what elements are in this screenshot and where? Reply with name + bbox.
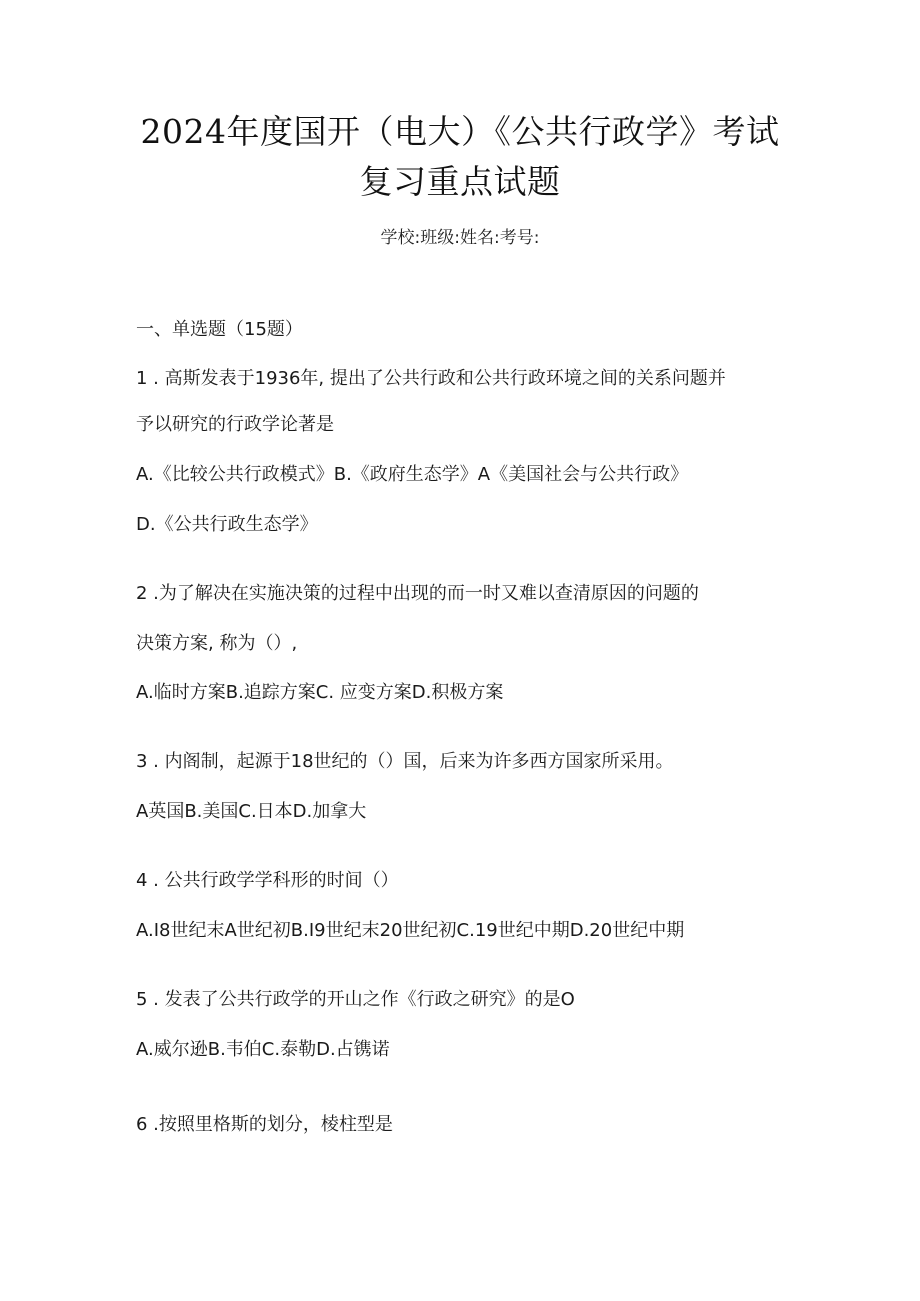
- document-title-line-2: 复习重点试题: [359, 162, 561, 201]
- document-title-line-1: 2024年度国开（电大）《公共行政学》考试: [140, 112, 780, 151]
- question-4-stem: 4 . 公共行政学学科形的时间（）: [136, 870, 399, 891]
- question-1-stem-line-1: 1 . 高斯发表于1936年, 提出了公共行政和公共行政环境之间的关系问题并: [136, 368, 726, 389]
- question-4-options: A.I8世纪末A世纪初B.I9世纪末20世纪初C.19世纪中期D.20世纪中期: [136, 920, 685, 941]
- question-5-stem: 5 . 发表了公共行政学的开山之作《行政之研究》的是O: [136, 989, 575, 1010]
- question-1-options-line-2: D.《公共行政生态学》: [136, 514, 318, 535]
- student-info-line: 学校:班级:姓名:考号:: [380, 228, 540, 248]
- question-2-options: A.临时方案B.追踪方案C. 应变方案D.积极方案: [136, 682, 504, 703]
- question-2-stem-line-2: 决策方案, 称为（）,: [136, 633, 298, 654]
- question-3-options: A英国B.美国C.日本D.加拿大: [136, 801, 367, 822]
- question-1-stem-line-2: 予以研究的行政学论著是: [136, 414, 334, 435]
- question-2-stem-line-1: 2 .为了解决在实施决策的过程中出现的而一时又难以查清原因的问题的: [136, 583, 699, 604]
- section-heading: 一、单选题（15题）: [136, 319, 303, 340]
- question-6-stem: 6 .按照里格斯的划分，棱柱型是: [136, 1114, 393, 1135]
- question-5-options: A.威尔逊B.韦伯C.泰勒D.占镌诺: [136, 1039, 390, 1060]
- question-3-stem: 3 . 内阁制，起源于18世纪的（）国，后来为许多西方国家所采用。: [136, 751, 674, 772]
- question-1-options-line-1: A.《比较公共行政模式》B.《政府生态学》A《美国社会与公共行政》: [136, 464, 689, 485]
